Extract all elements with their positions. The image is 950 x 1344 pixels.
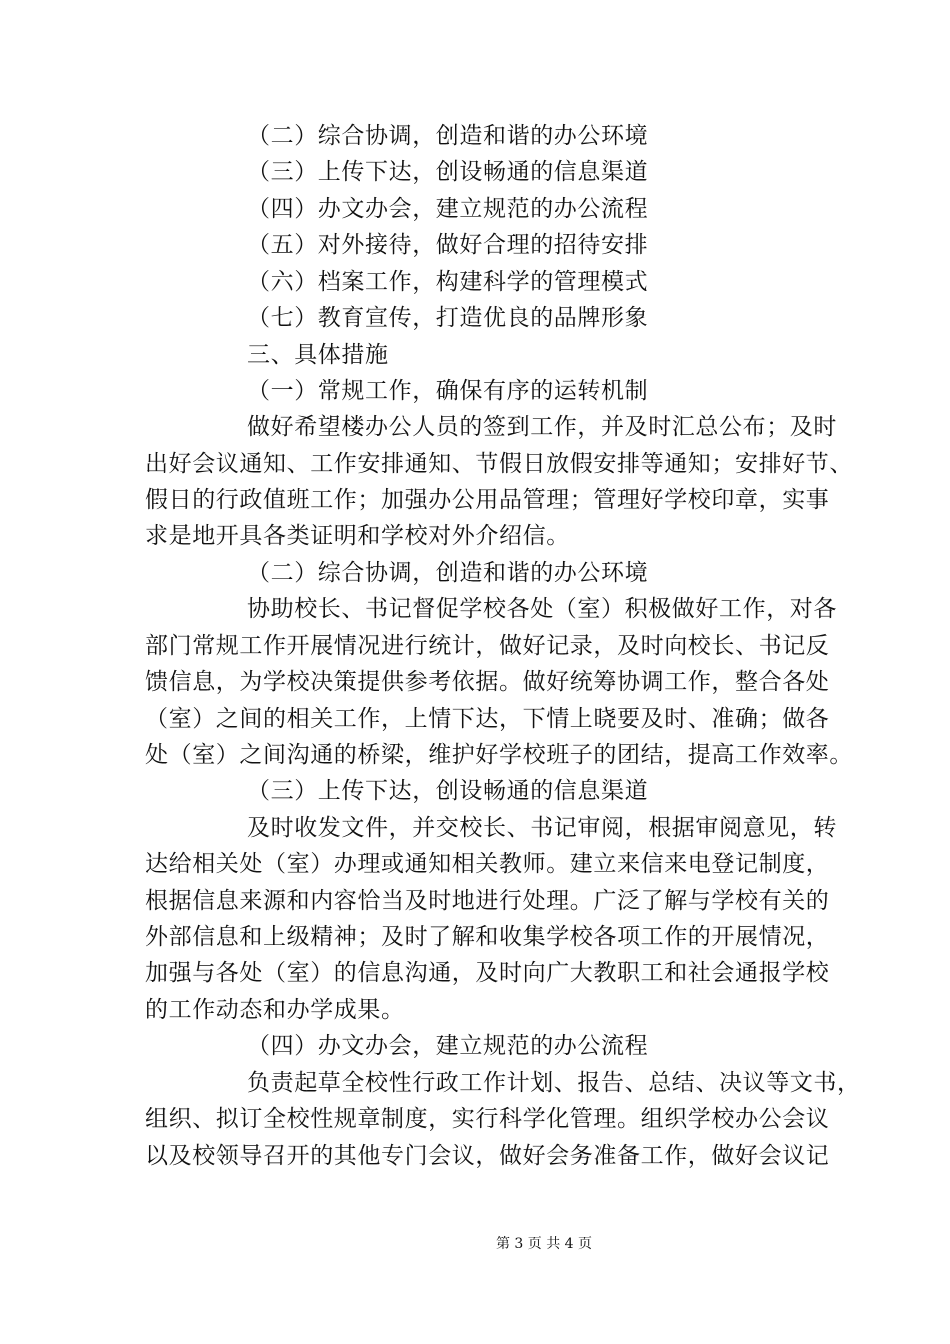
page-number-label: 第 3 页 共 4 页 <box>495 1236 593 1252</box>
paragraph-line: 出好会议通知、工作安排通知、节假日放假安排等通知；安排好节、 <box>145 451 853 477</box>
text-line: （五）对外接待，做好合理的招待安排 <box>247 232 649 258</box>
text-line: （七）教育宣传，打造优良的品牌形象 <box>247 305 649 331</box>
page-footer <box>0 1235 950 1253</box>
subsection-heading: （二）综合协调，创造和谐的办公环境 <box>247 560 649 586</box>
paragraph-line: 假日的行政值班工作；加强办公用品管理；管理好学校印章，实事 <box>145 487 830 513</box>
paragraph-line: 达给相关处（室）办理或通知相关教师。建立来信来电登记制度， <box>145 851 830 877</box>
paragraph-line: 求是地开具各类证明和学校对外介绍信。 <box>145 523 570 549</box>
paragraph-line: 加强与各处（室）的信息沟通，及时向广大教职工和社会通报学校 <box>145 960 830 986</box>
paragraph-line: 协助校长、书记督促学校各处（室）积极做好工作，对各 <box>247 596 837 622</box>
text-line: （四）办文办会，建立规范的办公流程 <box>247 196 649 222</box>
paragraph-line: 馈信息，为学校决策提供参考依据。做好统筹协调工作，整合各处 <box>145 669 830 695</box>
subsection-heading: （三）上传下达，创设畅通的信息渠道 <box>247 778 649 804</box>
paragraph-line: 组织、拟订全校性规章制度，实行科学化管理。组织学校办公会议 <box>145 1106 830 1132</box>
paragraph-line: 部门常规工作开展情况进行统计，做好记录，及时向校长、书记反 <box>145 633 830 659</box>
paragraph-line: （室）之间的相关工作，上情下达，下情上晓要及时、准确；做各 <box>145 706 830 732</box>
paragraph-line: 做好希望楼办公人员的签到工作，并及时汇总公布；及时 <box>247 414 837 440</box>
paragraph-line: 负责起草全校性行政工作计划、报告、总结、决议等文书， <box>247 1070 861 1096</box>
paragraph-line: 及时收发文件，并交校长、书记审阅，根据审阅意见，转 <box>247 815 837 841</box>
paragraph-line: 以及校领导召开的其他专门会议，做好会务准备工作，做好会议记 <box>145 1143 830 1169</box>
section-heading: 三、具体措施 <box>247 342 389 368</box>
subsection-heading: （一）常规工作，确保有序的运转机制 <box>247 378 649 404</box>
paragraph-line: 的工作动态和办学成果。 <box>145 997 405 1023</box>
text-line: （三）上传下达，创设畅通的信息渠道 <box>247 159 649 185</box>
paragraph-line: 处（室）之间沟通的桥梁，维护好学校班子的团结，提高工作效率。 <box>145 742 853 768</box>
paragraph-line: 外部信息和上级精神；及时了解和收集学校各项工作的开展情况， <box>145 924 830 950</box>
text-line: （二）综合协调，创造和谐的办公环境 <box>247 123 649 149</box>
paragraph-line: 根据信息来源和内容恰当及时地进行处理。广泛了解与学校有关的 <box>145 888 830 914</box>
text-line: （六）档案工作，构建科学的管理模式 <box>247 269 649 295</box>
subsection-heading: （四）办文办会，建立规范的办公流程 <box>247 1033 649 1059</box>
